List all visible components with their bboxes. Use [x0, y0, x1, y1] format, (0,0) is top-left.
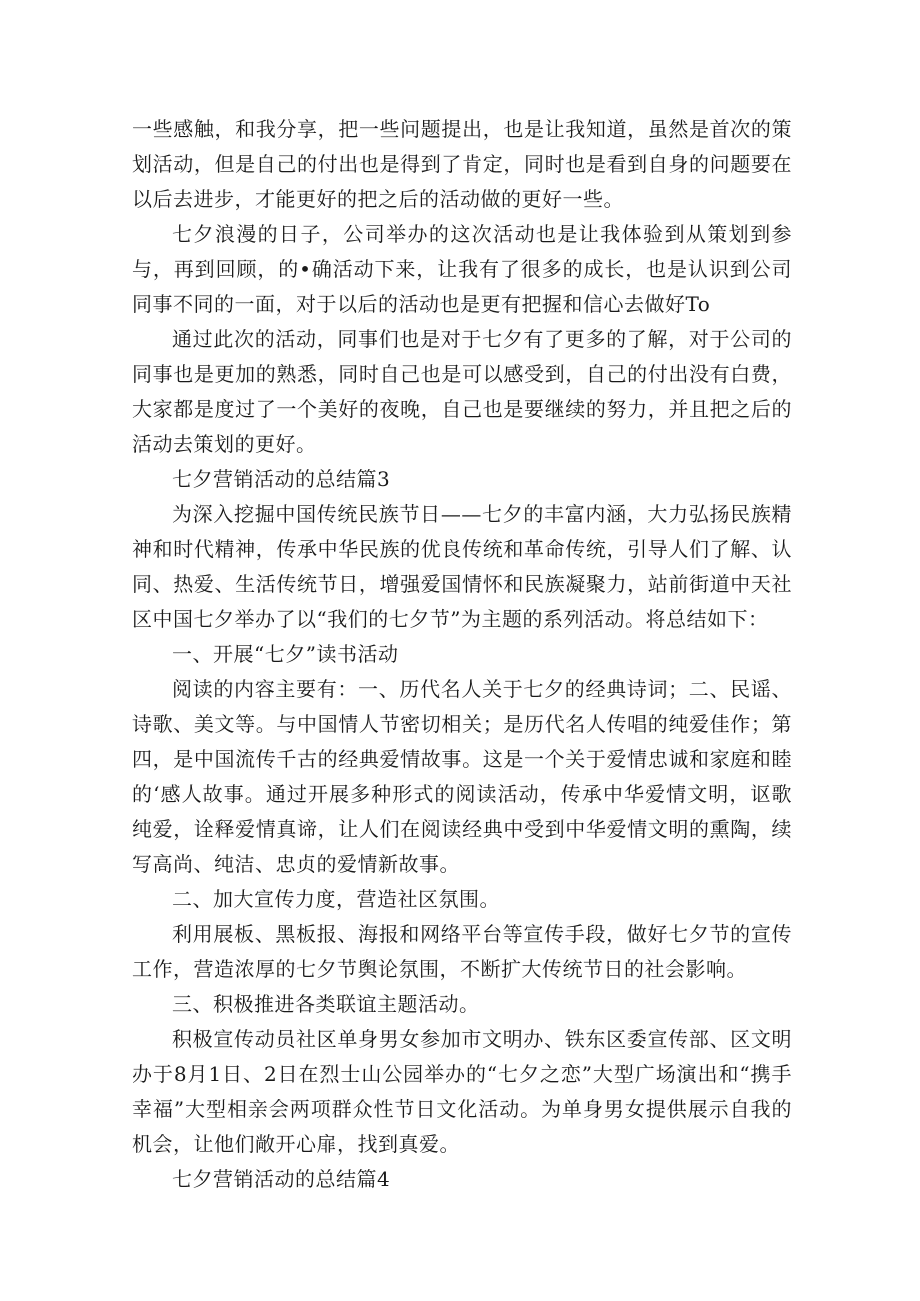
- section-heading-part-4: 七夕营销活动的总结篇4: [172, 1167, 391, 1191]
- paragraph-3: 通过此次的活动，同事们也是对于七夕有了更多的了解，对于公司的同事也是更加的熟悉，同时自己也是可以感受到，自己的付出没有白费，大家都是度过了一个美好的夜晚，自己也是要继续的努力，并且把之后的活动去策划的更好。: [132, 327, 792, 456]
- paragraph-2: 七夕浪漫的日子，公司举办的这次活动也是让我体验到从策划到参与，再到回顾，的•确活动下来，让我有了很多的成长，也是认识到公司同事不同的一面，对于以后的活动也是更有把握和信心去做好To: [132, 222, 792, 316]
- paragraph-7: 积极宣传动员社区单身男女参加市文明办、铁东区委宣传部、区文明办于8月1日、2日在烈士山公园举办的“七夕之恋”大型广场演出和“携手幸福”大型相亲会两项群众性节日文化活动。为单身男女提供展示自我的机会，让他们敞开心扉，找到真爱。: [132, 1027, 792, 1156]
- document-body: [132, 112, 792, 1197]
- paragraph-4: 为深入挖掘中国传统民族节日——七夕的丰富内涵，大力弘扬民族精神和时代精神，传承中华民族的优良传统和革命传统，引导人们了解、认同、热爱、生活传统节日，增强爱国情怀和民族凝聚力，站前街道中天社区中国七夕举办了以“我们的七夕节”为主题的系列活动。将总结如下：: [132, 502, 792, 631]
- subheading-social-activities: 三、积极推进各类联谊主题活动。: [172, 992, 480, 1016]
- paragraph-6: 利用展板、黑板报、海报和网络平台等宣传手段，做好七夕节的宣传工作，营造浓厚的七夕节舆论氛围，不断扩大传统节日的社会影响。: [132, 922, 792, 981]
- subheading-reading-activity: 一、开展“七夕”读书活动: [172, 642, 399, 666]
- section-heading-part-3: 七夕营销活动的总结篇3: [172, 467, 391, 491]
- paragraph-5: 阅读的内容主要有：一、历代名人关于七夕的经典诗词；二、民谣、诗歌、美文等。与中国情人节密切相关；是历代名人传唱的纯爱佳作；第四，是中国流传千古的经典爱情故事。这是一个关于爱情忠诚和家庭和睦的‘感人故事。通过开展多种形式的阅读活动，传承中华爱情文明，讴歌纯爱，诠释爱情真谛，让人们在阅读经典中受到中华爱情文明的熏陶，续写高尚、纯洁、忠贞的爱情新故事。: [132, 677, 792, 876]
- paragraph-1: 一些感触，和我分享，把一些问题提出，也是让我知道，虽然是首次的策划活动，但是自己的付出也是得到了肯定，同时也是看到自身的问题要在以后去进步，才能更好的把之后的活动做的更好一些。: [132, 117, 792, 211]
- subheading-publicity: 二、加大宣传力度，营造社区氛围。: [172, 887, 500, 911]
